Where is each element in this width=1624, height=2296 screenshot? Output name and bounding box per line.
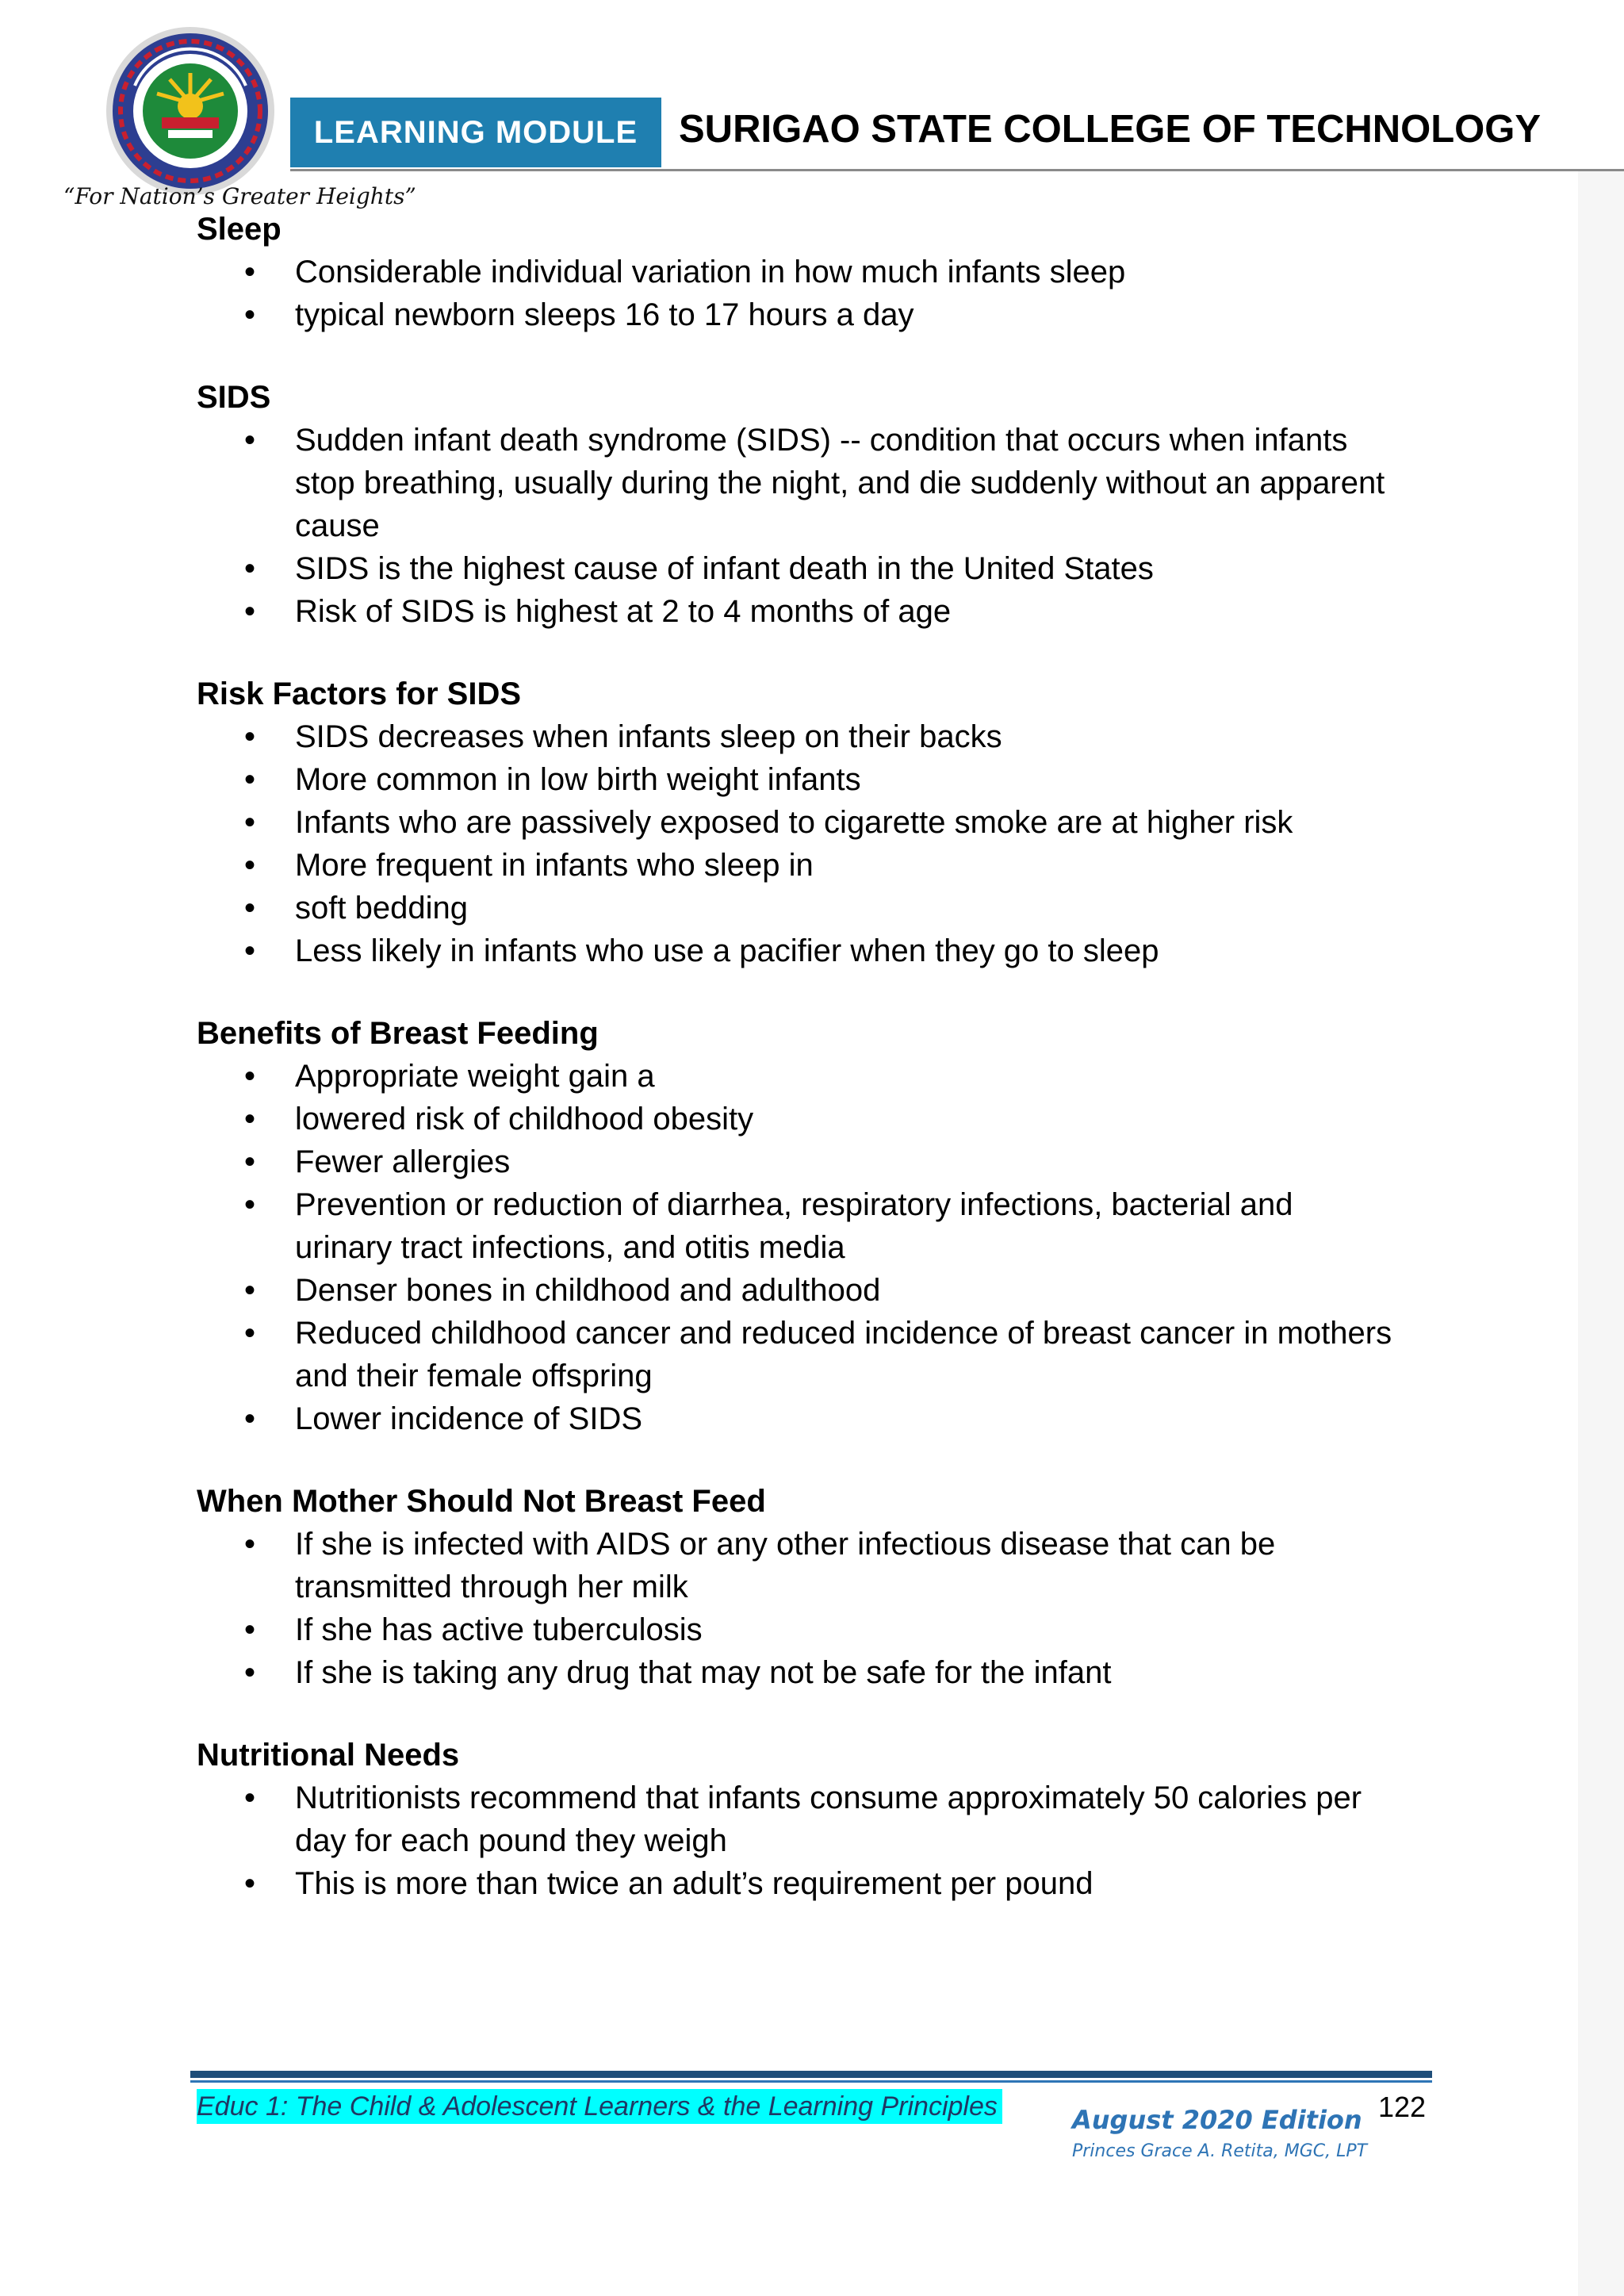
bullet-line: • Nutritionists recommend that infants consume approximately 50 calories per [295,1780,1362,1815]
bullet-line: • Appropriate weight gain a [295,1059,655,1094]
bullet-line: cause [295,508,380,543]
bullet-item [197,758,1434,801]
bullet-item [197,419,1434,547]
bullet-item [197,1269,1434,1312]
edition-label: August 2020 Edition [1072,2105,1362,2135]
footer-rule-thin [190,2080,1432,2083]
bullet-item [197,1523,1434,1608]
bullet-line: urinary tract infections, and otitis media [295,1230,845,1265]
bullet-item [197,1183,1434,1269]
college-seal-logo [103,24,278,198]
bullet-item [197,1777,1434,1862]
bullet-item [197,801,1434,844]
page-edge-shade [1578,171,1624,2296]
section-heading: When Mother Should Not Breast Feed [197,1484,766,1519]
bullet-line: • Lower incidence of SIDS [295,1401,643,1436]
author-name: Princes Grace A. Retita, MGC, LPT [1072,2141,1368,2161]
bullet-list [197,419,1434,633]
bullet-item [197,1140,1434,1183]
bullet-list [197,251,1434,336]
college-name: SURIGAO STATE COLLEGE OF TECHNOLOGY [679,108,1542,151]
bullet-item [197,1608,1434,1651]
bullet-item [197,887,1434,930]
bullet-line: • If she is infected with AIDS or any other infectious disease that can be [295,1527,1276,1562]
bullet-item [197,1862,1434,1905]
bullet-item [197,844,1434,887]
bullet-line: stop breathing, usually during the night, and die suddenly without an apparent [295,466,1385,500]
course-title: Educ 1: The Child & Adolescent Learners & the Learning Principles [197,2089,1002,2124]
bullet-line: • More common in low birth weight infants [295,762,861,797]
bullet-list [197,715,1434,972]
college-tagline: “For Nation’s Greater Heights” [63,183,416,209]
bullet-item [197,547,1434,590]
section-heading: Nutritional Needs [197,1738,460,1773]
bullet-line: • This is more than twice an adult’s requirement per pound [295,1866,1094,1901]
bullet-list [197,1777,1434,1905]
bullet-line: • typical newborn sleeps 16 to 17 hours a day [295,297,914,332]
section-heading: SIDS [197,380,271,415]
seal-white-band [168,130,213,138]
bullet-line: • Infants who are passively exposed to cigarette smoke are at higher risk [295,805,1293,840]
bullet-item [197,1312,1434,1397]
section-heading: Risk Factors for SIDS [197,677,522,711]
bullet-line: • SIDS is the highest cause of infant death in the United States [295,551,1154,586]
bullet-item [197,930,1434,972]
learning-module-badge: LEARNING MODULE [290,98,661,167]
bullet-line: • lowered risk of childhood obesity [295,1102,754,1137]
bullet-item [197,1651,1434,1694]
bullet-item [197,715,1434,758]
bullet-line: • If she has active tuberculosis [295,1612,703,1647]
page-number: 122 [1378,2091,1427,2123]
bullet-line: • Considerable individual variation in how much infants sleep [295,255,1126,289]
seal-red-band [162,117,219,128]
bullet-line: • Prevention or reduction of diarrhea, respiratory infections, bacterial and [295,1187,1293,1222]
seal-sun [178,94,203,119]
bullet-item [197,1055,1434,1098]
bullet-item [197,251,1434,293]
bullet-line: and their female offspring [295,1359,653,1393]
bullet-item [197,293,1434,336]
bullet-line: • Risk of SIDS is highest at 2 to 4 months of age [295,594,952,629]
bullet-list [197,1523,1434,1694]
bullet-line: • Less likely in infants who use a pacifier when they go to sleep [295,933,1159,968]
bullet-line: • Fewer allergies [295,1144,511,1179]
section-heading: Benefits of Breast Feeding [197,1016,599,1051]
section-heading: Sleep [197,212,282,247]
bullet-line: • If she is taking any drug that may not be safe for the infant [295,1655,1112,1690]
footer-rule-thick [190,2071,1432,2078]
bullet-line: day for each pound they weigh [295,1823,727,1858]
bullet-line: • More frequent in infants who sleep in [295,848,814,883]
bullet-item [197,1098,1434,1140]
bullet-list [197,1055,1434,1440]
bullet-line: • Sudden infant death syndrome (SIDS) -- condition that occurs when infants [295,423,1348,458]
bullet-line: • Denser bones in childhood and adulthood [295,1273,881,1308]
bullet-line: transmitted through her milk [295,1570,688,1604]
module-content [197,208,1434,1945]
bullet-item [197,1397,1434,1440]
bullet-item [197,590,1434,633]
bullet-line: • SIDS decreases when infants sleep on their backs [295,719,1002,754]
bullet-line: • soft bedding [295,891,468,926]
bullet-line: • Reduced childhood cancer and reduced incidence of breast cancer in mothers [295,1316,1392,1351]
header-divider [290,169,1624,171]
